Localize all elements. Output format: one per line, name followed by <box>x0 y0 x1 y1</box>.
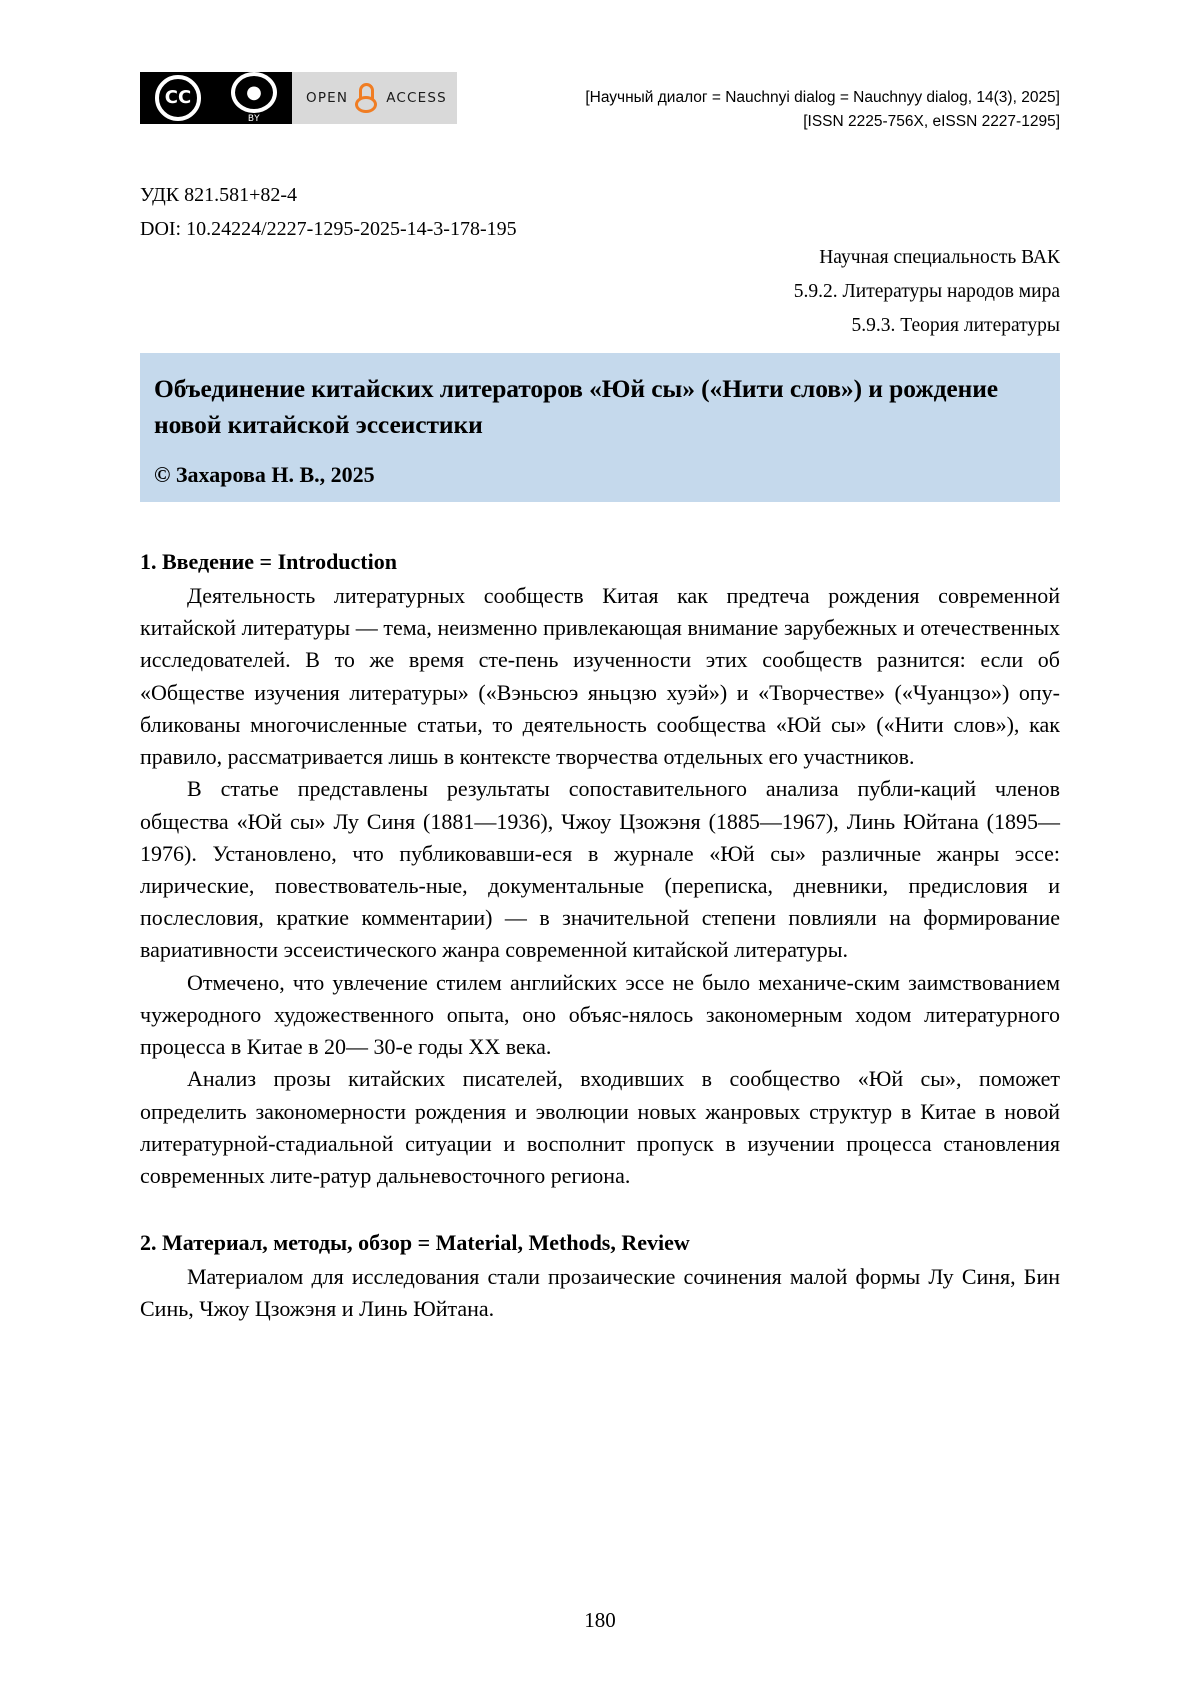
open-access-access-label: ACCESS <box>386 90 447 106</box>
paragraph: Деятельность литературных сообществ Китая как предтеча рождения современной китайской литературы — тема, неизменно привлекающая внимание зарубежных и отечественных исследователей. В то же время сте-пень изученности этих сообществ разнится: если об «Обществе изучения литературы» («Вэньсюэ яньцзю хуэй») и «Творчестве» («Чуанцзо») опу-бликованы многочисленные статьи, то деятельность сообщества «Юй сы» («Нити слов»), как правило, рассматривается лишь в контексте творчества отдельных его участников. <box>140 583 1060 770</box>
paragraph: В статье представлены результаты сопоставительного анализа публи-каций членов общества «Юй сы» Лу Синя (1881—1936), Чжоу Цзожэня (1885—1967), Линь Юйтана (1895—1976). Установлено, что публиковавши-еся в журнале «Юй сы» различные жанры эссе: лирические, повествователь-ные, документальные (переписка, дневники, предисловия и послесловия, краткие комментарии) — в значительной степени повлияли на формирование вариативности эссеистического жанра современной китайской литературы. <box>140 776 1060 963</box>
doi-code[interactable]: DOI: 10.24224/2227-1295-2025-14-3-178-195 <box>140 218 517 241</box>
open-lock-icon <box>355 83 379 113</box>
copyright-line: © Захарова Н. В., 2025 <box>154 462 375 488</box>
section-heading-introduction: 1. Введение = Introduction <box>140 549 397 574</box>
page-number: 180 <box>584 1608 616 1632</box>
page-header <box>140 72 1060 142</box>
identifiers-block <box>140 178 517 247</box>
page-title: Объединение китайских литераторов «Юй сы» («Нити слов») и рождение новой китайской эссеистики <box>154 374 999 440</box>
cc-logo-icon <box>140 72 216 124</box>
cc-ring-icon: CC <box>155 75 201 121</box>
cc-by-person-icon: ● <box>231 72 277 113</box>
specialty-heading: Научная специальность ВАК <box>819 247 1060 268</box>
journal-title-line: [Научный диалог = Nauchnyi dialog = Nauchnyy dialog, 14(3), 2025] <box>585 89 1060 106</box>
specialty-line-1: 5.9.2. Литературы народов мира <box>793 280 1060 302</box>
open-access-badge <box>292 72 457 124</box>
specialty-line-2: 5.9.3. Теория литературы <box>851 314 1060 336</box>
paragraph: Анализ прозы китайских писателей, входивших в сообщество «Юй сы», поможет определить закономерности рождения и эволюции новых жанровых структур в Китае в новой литературной-стадиальной ситуации и восполнит пропуск в изучении процесса становления современных лите-ратур дальневосточного региона. <box>140 1066 1060 1188</box>
license-badges <box>140 72 457 124</box>
open-access-open-label: OPEN <box>306 90 349 106</box>
cc-by-label: BY <box>247 114 261 124</box>
journal-issn-line: [ISSN 2225-756X, eISSN 2227-1295] <box>803 113 1060 131</box>
title-band <box>140 353 1060 502</box>
creative-commons-badge <box>140 72 292 124</box>
journal-info <box>585 86 1060 134</box>
specialty-block <box>794 241 1060 343</box>
paragraph: Материалом для исследования стали прозаические сочинения малой формы Лу Синя, Бин Синь, Чжоу Цзожэня и Линь Юйтана. <box>140 1264 1060 1322</box>
udk-code: УДК 821.581+82-4 <box>140 184 298 206</box>
section-heading-material-methods: 2. Материал, методы, обзор = Material, Methods, Review <box>140 1230 690 1256</box>
paragraph: Отмечено, что увлечение стилем английских эссе не было механиче-ским заимствованием чужеродного художественного опыта, оно объяс-нялось закономерным ходом литературного процесса в Китае в 20— 30-е годы XX века. <box>140 969 1060 1060</box>
article-body <box>140 545 1060 1326</box>
cc-by-icon <box>216 72 292 124</box>
